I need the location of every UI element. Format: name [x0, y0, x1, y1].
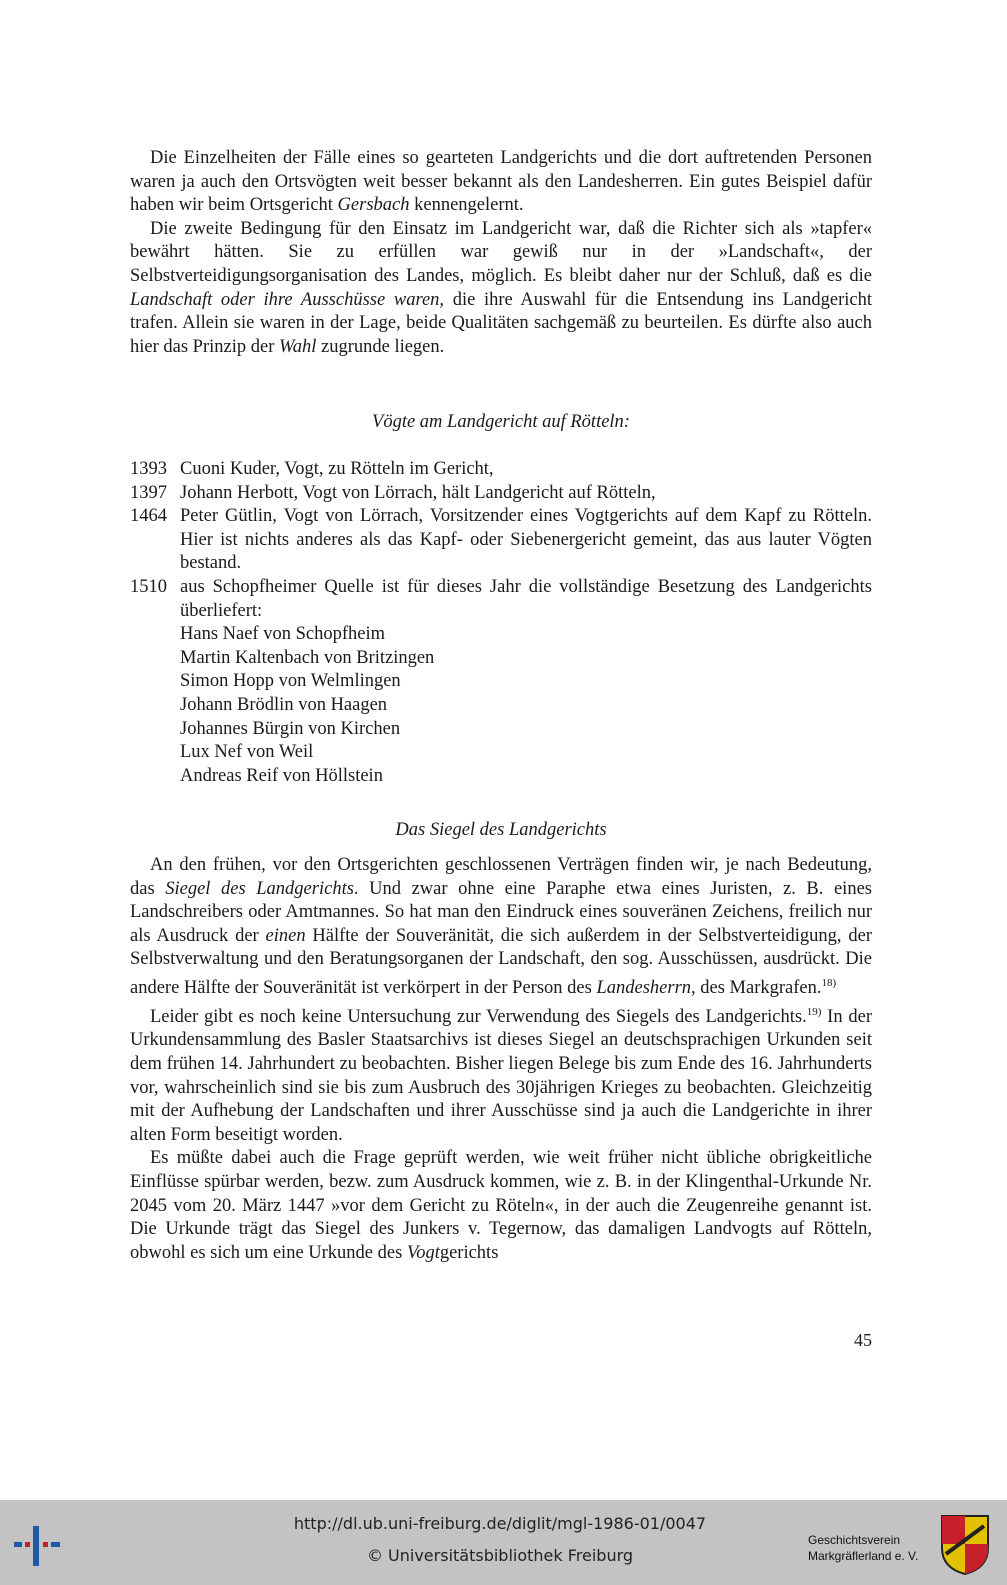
section-heading-voegte: Vögte am Landgericht auf Rötteln: — [372, 412, 630, 432]
text-run: Die zweite Bedingung für den Einsatz im Landgericht war, daß die Richter sich als »tapfer« bewährt hätten. Sie zu erfüllen war gewiß nur in der »Landschaft«, der Selbstverteidigungsorganisation des Landes, möglich. Es bleibt daher nur der Schluß, daß es die — [130, 218, 872, 286]
text-run: Es müßte dabei auch die Frage geprüft werden, wie weit früher nicht übliche obrigkeitliche Einflüsse spürbar werden, bezw. zum Ausdruck kommen, wie z. B. in der Klingenthal-Urkunde Nr. 2045 vom 20. März 1447 »vor dem Gericht zu Röteln«, in der auch die Zeugenreihe genannt ist. Die Urkunde trägt das Siegel des Junkers v. Tegernow, das damaligen Landvogts auf Rötteln, obwohl es sich um eine Urkunde des — [130, 1148, 872, 1263]
voegte-entry — [130, 576, 872, 623]
emphasis: Wahl — [279, 336, 317, 357]
entry-year: 1393 — [130, 459, 167, 479]
emphasis: Gersbach — [337, 195, 410, 216]
paragraph — [130, 1001, 872, 1148]
voegte-entry — [130, 458, 872, 482]
entry-year: 1397 — [130, 482, 167, 503]
footnote-ref: 19) — [806, 1005, 822, 1018]
page-number: 45 — [854, 1330, 872, 1350]
text-run: Die Einzelheiten der Fälle eines so gearteten Landgerichts und die dort auftretenden Personen waren ja auch den Ortsvögten weit besser bekannt als den Landesherren. Ein gutes Beispiel dafür haben wir beim Ortsgericht — [130, 148, 872, 216]
emphasis: Vogt — [406, 1242, 440, 1263]
section-heading-siegel: Das Siegel des Landgerichts — [395, 820, 607, 840]
entry-text: Peter Gütlin, Vogt von Lörrach, Vorsitzender eines Vogtgerichts auf dem Kapf zu Rötteln. Hier ist nichts anderes als das Kapf- oder Siebenergericht gemeint, das aus lauter Vögten bestand. — [180, 506, 872, 574]
paragraph — [130, 854, 872, 1001]
paragraph — [130, 147, 872, 218]
judge-name: Simon Hopp von Welmlingen — [180, 671, 401, 692]
intro-text — [130, 147, 872, 359]
coat-of-arms-icon — [940, 1514, 990, 1576]
society-name-line1: Geschichtsverein — [808, 1533, 901, 1547]
text-run: . Und zwar ohne eine Paraphe etwa eines Juristen, z. B. eines Landschreibers oder Amtmannes. So hat man den Eindruck eines souveränen Zeichens, freilich nur als Ausdruck der — [130, 878, 872, 946]
siegel-text — [130, 854, 872, 1265]
judge-name: Johannes Bürgin von Kirchen — [180, 718, 401, 739]
footnote-ref: 18) — [821, 976, 837, 989]
text-run: In der Urkundensammlung des Basler Staatsarchivs ist dieses Siegel an deutschsprachigen Urkunden seit dem frühen 14. Jahrhundert zu beobachten. Bisher liegen Belege bis zum Ende des 16. Jahrhunderts vor, wahrscheinlich sind sie bis zum Ausbruch des 30jährigen Krieges zu beobachten. Gleichzeitig mit der Aufhebung der Landschaften und ihrer Ausschüsse sind ja auch die Landgerichte in ihrer alten Form beseitigt worden. — [130, 1006, 872, 1145]
emphasis: Siegel des Landgerichts — [165, 878, 354, 899]
viewer-footer — [0, 1500, 1007, 1585]
voegte-entry — [130, 482, 872, 506]
emphasis: Landschaft oder ihre Ausschüsse waren — [130, 289, 440, 310]
text-run: Leider gibt es noch keine Untersuchung zur Verwendung des Siegels des Landgerichts. — [150, 1006, 807, 1027]
text-run: kennengelernt. — [409, 195, 524, 216]
society-name-line2: Markgräflerland e. V. — [808, 1549, 919, 1563]
library-logo-icon — [12, 1520, 62, 1570]
judge-name: Johann Brödlin von Haagen — [180, 694, 388, 715]
text-run: Hälfte der Souveränität, die sich außerdem in der Selbstverteidigung, der Selbstverwaltung und den Beratungsorganen der Landschaft, den sog. Ausschüssen, ausdrückt. Die andere Hälfte der Souveränität ist verkörpert in der Person des — [130, 925, 872, 999]
entry-year: 1510 — [130, 576, 167, 597]
voegte-list — [130, 458, 872, 788]
copyright-text: © Universitätsbibliothek Freiburg — [366, 1546, 634, 1565]
society-name — [808, 1532, 938, 1564]
judge-name: Andreas Reif von Höllstein — [180, 765, 383, 786]
voegte-entries — [130, 458, 872, 623]
text-run: , die ihre Auswahl für die Entsendung ins Landgericht trafen. Allein sie waren in der Lage, beide Qualitäten sachgemäß zu beurteilen. Es dürfte also auch hier das Prinzip der — [130, 289, 872, 357]
paragraph — [130, 1147, 872, 1265]
entry-text: Johann Herbott, Vogt von Lörrach, hält Landgericht auf Rötteln, — [180, 482, 656, 503]
entry-year: 1464 — [130, 506, 167, 527]
document-url-link[interactable]: http://dl.ub.uni-freiburg.de/diglit/mgl-1986-01/0047 — [293, 1514, 707, 1533]
judge-name: Lux Nef von Weil — [180, 742, 314, 763]
emphasis: einen — [265, 925, 306, 946]
judge-name: Hans Naef von Schopfheim — [180, 624, 385, 645]
voegte-entry — [130, 505, 872, 576]
text-run: , des Markgrafen. — [691, 978, 822, 999]
judge-name: Martin Kaltenbach von Britzingen — [180, 647, 435, 668]
emphasis: Landesherrn — [596, 978, 692, 999]
entry-text: Cuoni Kuder, Vogt, zu Rötteln im Gericht, — [180, 459, 494, 479]
paragraph — [130, 218, 872, 360]
entry-text: aus Schopfheimer Quelle ist für dieses Jahr die vollständige Besetzung des Landgerichts überliefert: — [180, 576, 872, 621]
text-run: gerichts — [439, 1242, 499, 1263]
richter-1510-list — [180, 623, 872, 788]
text-run: zugrunde liegen. — [316, 336, 445, 357]
text-run: An den frühen, vor den Ortsgerichten geschlossenen Verträgen finden wir, je nach Bedeutung, das — [130, 855, 872, 899]
